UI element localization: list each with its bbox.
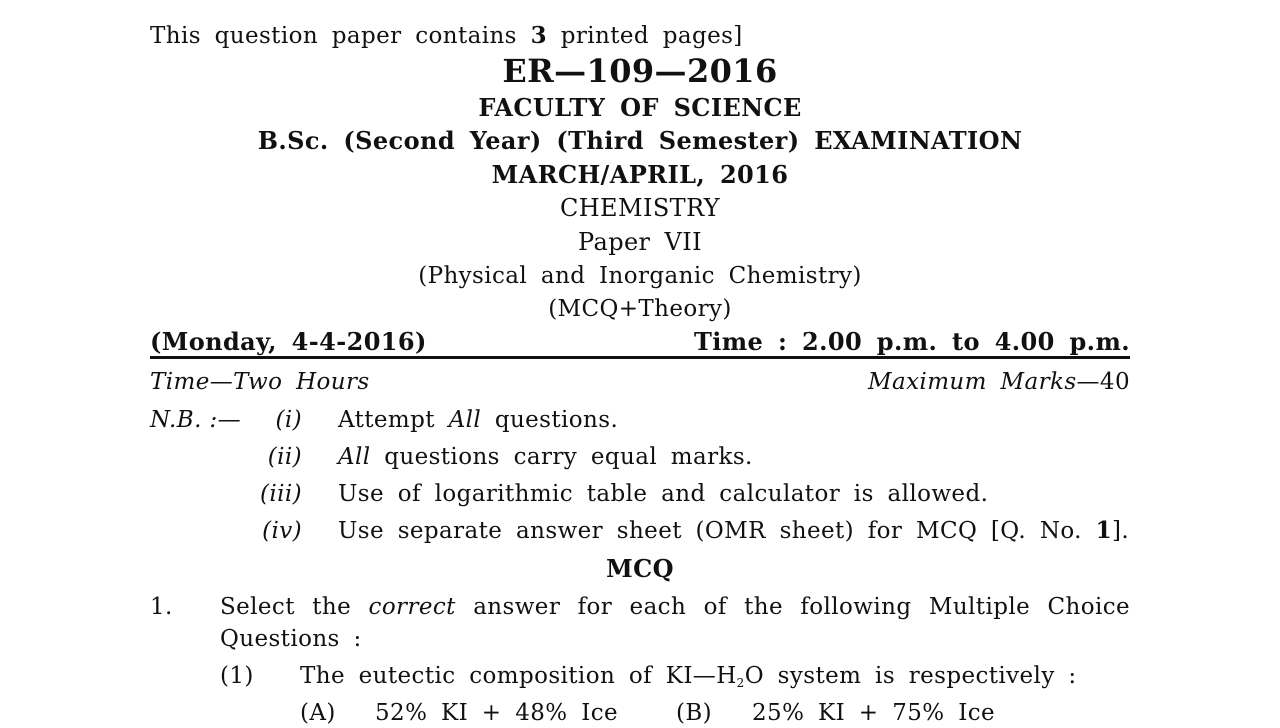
question-text-continued: Questions : — [220, 626, 362, 652]
page-count-number: 3 — [530, 22, 548, 49]
header-rule — [150, 356, 1130, 359]
instruction-num-1: (i) — [275, 407, 302, 433]
nb-label-text: N.B. :— — [150, 407, 242, 433]
instruction-1-pre: Attempt — [338, 407, 449, 433]
duration-text: Time—Two Hours — [150, 369, 370, 395]
instruction-number — [150, 479, 302, 509]
duration — [150, 367, 370, 397]
paper-number: Paper VII — [578, 228, 702, 256]
faculty-name: FACULTY OF SCIENCE — [478, 93, 802, 122]
instruction-2-em: All — [338, 444, 371, 470]
instruction-num-4: (iv) — [262, 518, 302, 544]
question-text-post: answer for each of the following Multiple Choice — [455, 594, 1130, 620]
sub-question-text — [300, 661, 1077, 691]
maximum-marks — [868, 367, 1130, 397]
instruction-text — [338, 516, 1129, 546]
exam-session: MARCH/APRIL, 2016 — [491, 160, 789, 189]
option-text: 25% KI + 75% Ice — [752, 700, 996, 726]
question-number: 1. — [150, 594, 173, 620]
instruction-4-tail: ]. — [1112, 518, 1130, 544]
question-text-em: correct — [368, 594, 456, 620]
paper-title: (Physical and Inorganic Chemistry) — [418, 263, 862, 289]
exam-date: (Monday, 4-4-2016) — [150, 327, 427, 356]
instruction-2-post: questions carry equal marks. — [370, 444, 753, 470]
instruction-number — [150, 442, 302, 472]
section-heading: MCQ — [606, 554, 674, 583]
exam-title: B.Sc. (Second Year) (Third Semester) EXAMINATION — [257, 126, 1023, 155]
instruction-number — [150, 405, 302, 435]
page-count-suffix: printed pages] — [560, 23, 743, 49]
subject-name: CHEMISTRY — [559, 194, 721, 222]
page-count-note — [150, 21, 743, 51]
sub-question-pre: The eutectic composition of KI—H — [300, 663, 737, 689]
page-count-prefix: This question paper contains — [150, 23, 517, 49]
subscript: 2 — [736, 676, 745, 690]
question-text-pre: Select the — [220, 594, 369, 620]
instruction-4-pre: Use separate answer sheet (OMR sheet) for MCQ [Q. No. — [338, 518, 1096, 544]
option-label: (A) — [300, 700, 336, 726]
max-marks-value: —40 — [1076, 369, 1130, 395]
instruction-num-2: (ii) — [267, 444, 302, 470]
exam-time: Time : 2.00 p.m. to 4.00 p.m. — [693, 327, 1130, 356]
instruction-number — [150, 516, 302, 546]
instruction-1-post: questions. — [481, 407, 619, 433]
instruction-1-em: All — [448, 407, 482, 433]
sub-question-number: (1) — [220, 663, 254, 689]
instruction-text — [338, 442, 753, 472]
question-paper — [150, 0, 1130, 726]
instruction-4-bold: 1 — [1095, 517, 1113, 544]
instruction-text: Use of logarithmic table and calculator is allowed. — [338, 481, 989, 507]
option-label: (B) — [676, 700, 713, 726]
instruction-text — [338, 405, 618, 435]
paper-type: (MCQ+Theory) — [548, 296, 732, 322]
sub-question-post: O system is respectively : — [744, 663, 1077, 689]
option-text: 52% KI + 48% Ice — [375, 700, 619, 726]
max-marks-label: Maximum Marks — [868, 369, 1077, 395]
paper-code: ER—109—2016 — [502, 52, 778, 90]
question-text — [220, 592, 1130, 622]
instruction-num-3: (iii) — [259, 481, 302, 507]
